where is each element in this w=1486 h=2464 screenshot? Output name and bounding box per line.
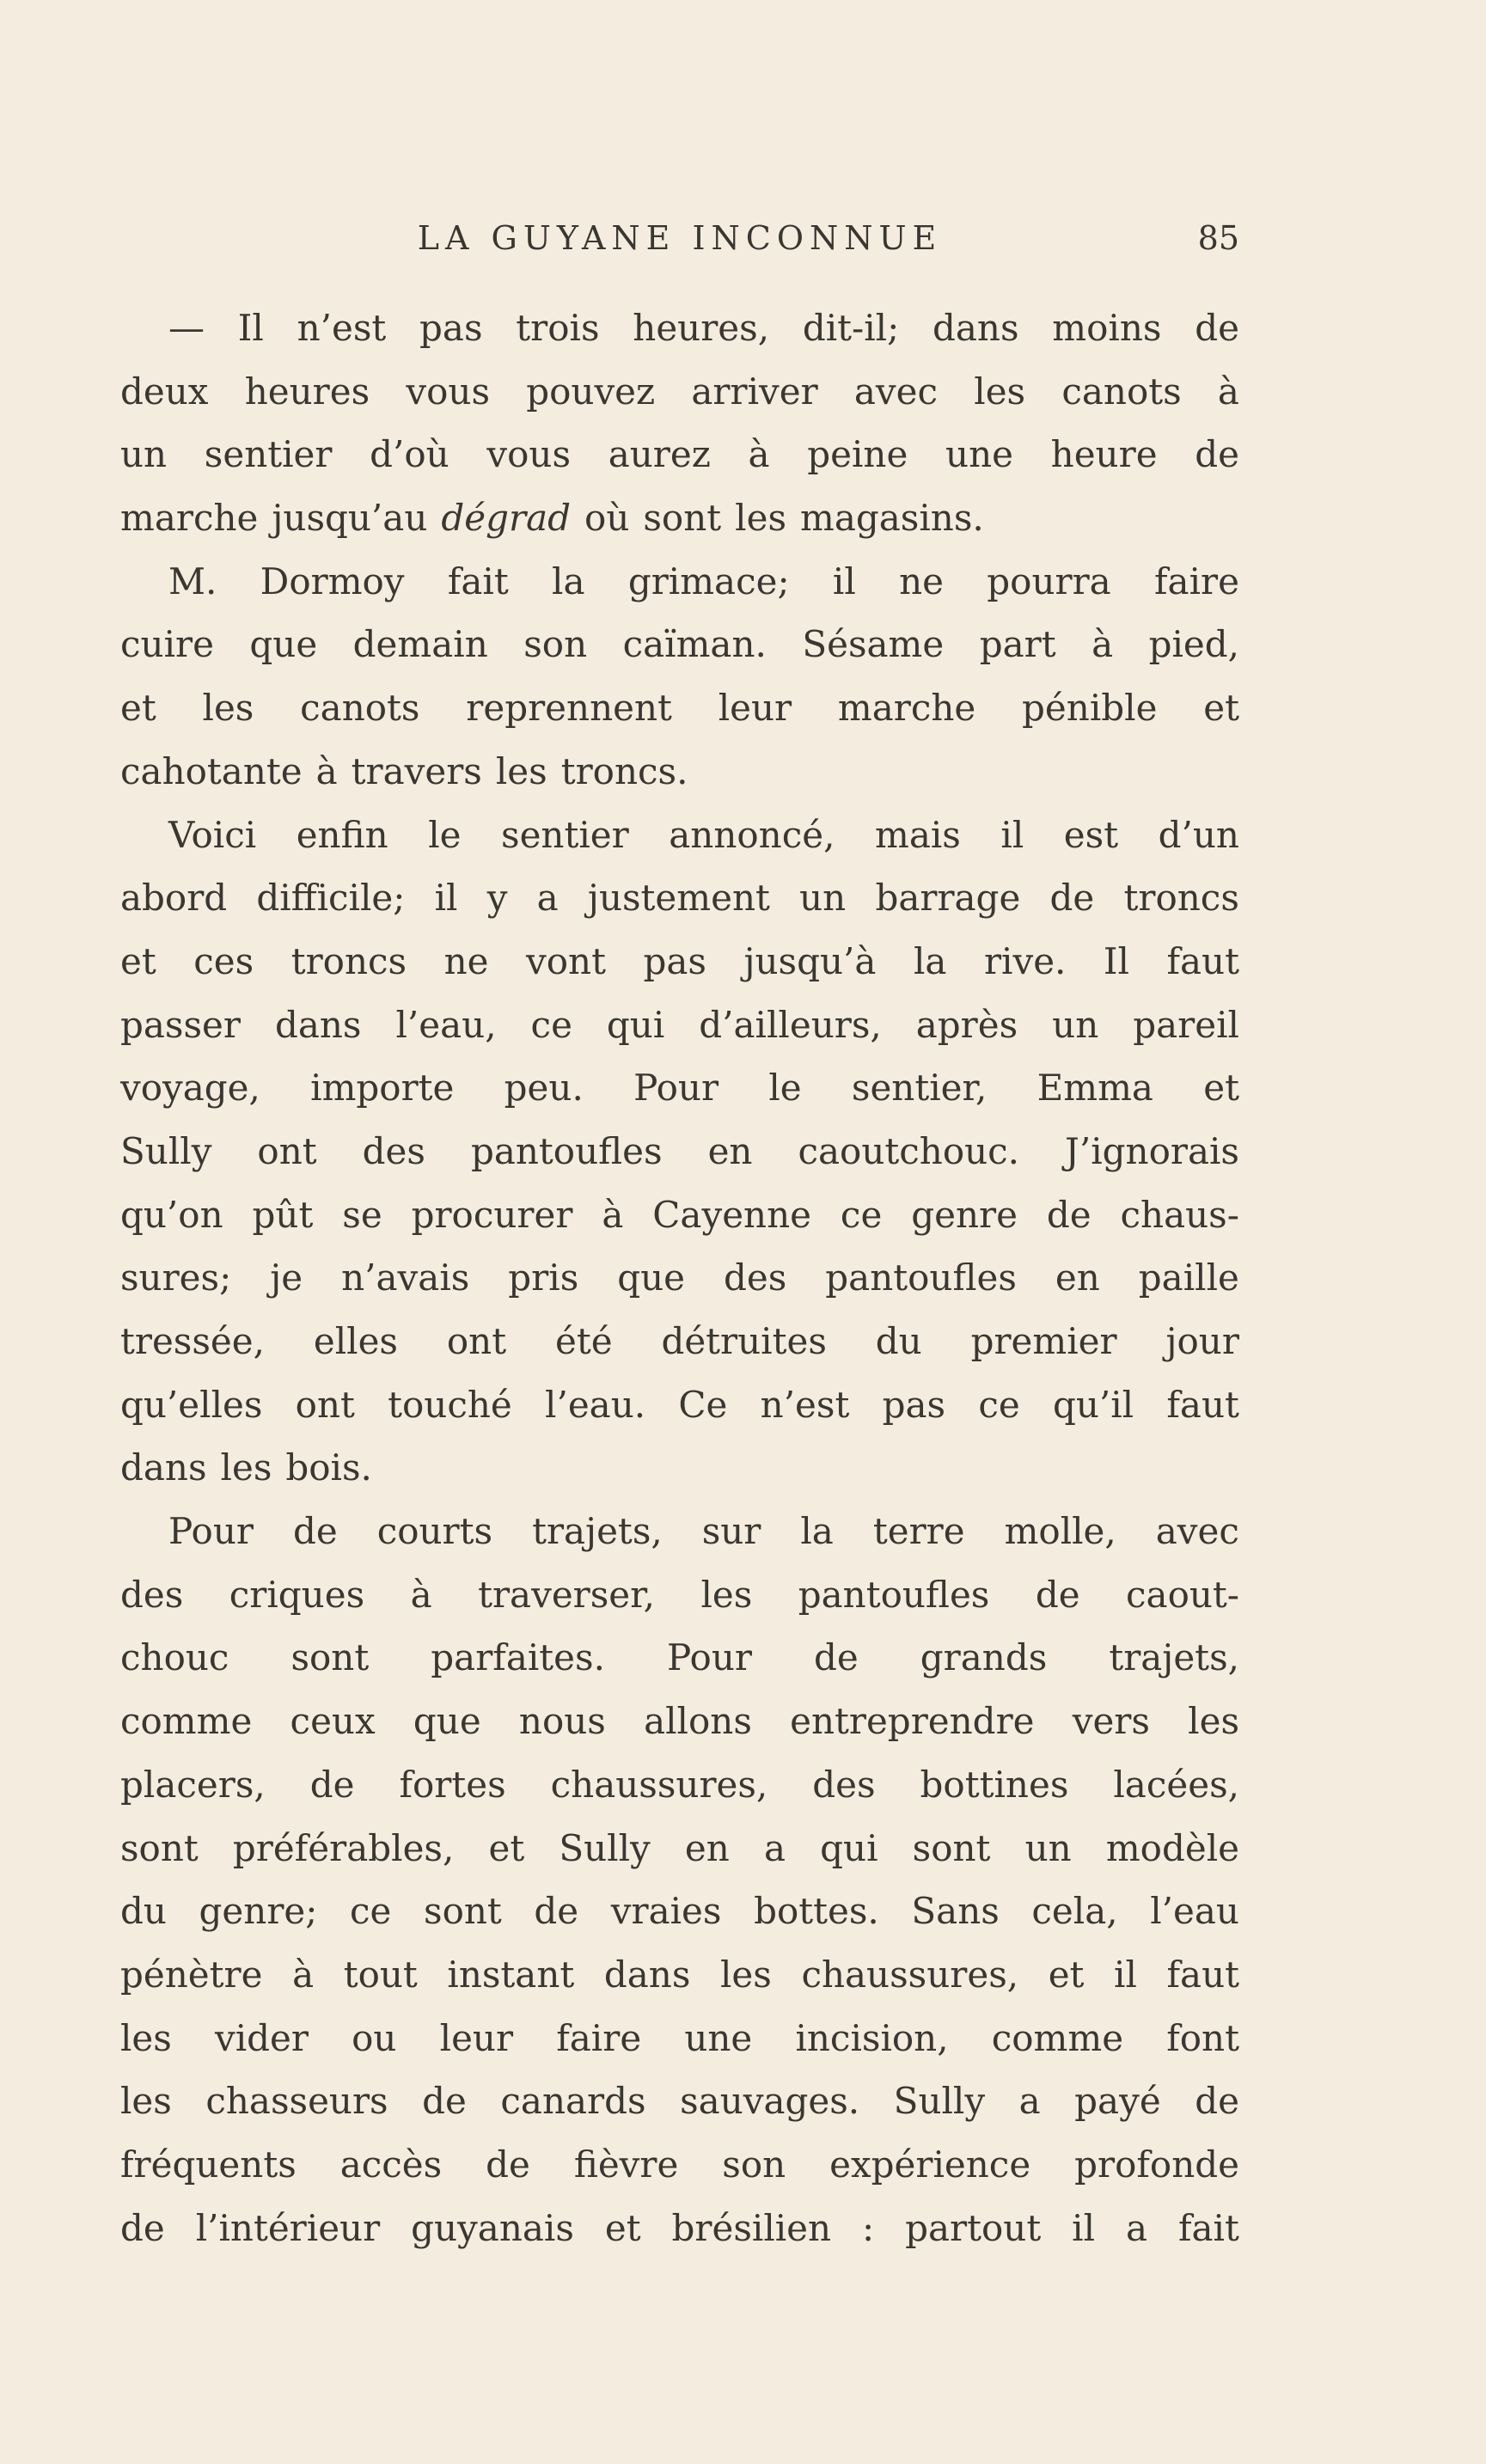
text-line: Voici enfin le sentier annoncé, mais il est d’un bbox=[168, 813, 1239, 856]
text-line: M. Dormoy fait la grimace; il ne pourra faire bbox=[168, 559, 1239, 602]
text-line: les chasseurs de canards sauvages. Sully a payé de bbox=[120, 2080, 1239, 2123]
text-line: qu’on pût se procurer à Cayenne ce genre de chaus- bbox=[120, 1193, 1239, 1236]
text-line: Sully ont des pantoufles en caoutchouc. J’ignorais bbox=[120, 1129, 1239, 1172]
page-header bbox=[120, 217, 1239, 260]
text-line: cuire que demain son caïman. Sésame part à pied, bbox=[120, 623, 1239, 666]
text-line: chouc sont parfaites. Pour de grands trajets, bbox=[120, 1636, 1239, 1679]
text-line: Pour de courts trajets, sur la terre molle, avec bbox=[168, 1510, 1239, 1553]
text-line: placers, de fortes chaussures, des bottines lacées, bbox=[120, 1763, 1239, 1806]
text-line: abord difficile; il y a justement un barrage de troncs bbox=[120, 877, 1239, 920]
text-line: sont préférables, et Sully en a qui sont un modèle bbox=[120, 1826, 1239, 1869]
text-line: du genre; ce sont de vraies bottes. Sans cela, l’eau bbox=[120, 1890, 1239, 1933]
page-number: 85 bbox=[1197, 219, 1239, 257]
text-line: et ces troncs ne vont pas jusqu’à la rive. Il faut bbox=[120, 939, 1239, 982]
text-line: et les canots reprennent leur marche pénible et bbox=[120, 687, 1239, 730]
text-line: marche jusqu’au dégrad où sont les magasins. bbox=[120, 497, 984, 540]
body-text bbox=[120, 297, 1239, 2259]
text-line: deux heures vous pouvez arriver avec les canots à bbox=[120, 370, 1239, 413]
text-line: tressée, elles ont été détruites du premier jour bbox=[120, 1320, 1239, 1362]
text-line: comme ceux que nous allons entreprendre vers les bbox=[120, 1700, 1239, 1743]
text-line: les vider ou leur faire une incision, comme font bbox=[120, 2016, 1239, 2059]
text-line: voyage, importe peu. Pour le sentier, Emma et bbox=[120, 1067, 1239, 1110]
text-line: dans les bois. bbox=[120, 1446, 372, 1489]
text-line: fréquents accès de fièvre son expérience profonde bbox=[120, 2143, 1239, 2186]
running-title: LA GUYANE INCONNUE bbox=[417, 219, 943, 257]
text-line: un sentier d’où vous aurez à peine une heure de bbox=[120, 433, 1239, 476]
text-line: cahotante à travers les troncs. bbox=[120, 749, 688, 792]
text-line: qu’elles ont touché l’eau. Ce n’est pas ce qu’il faut bbox=[120, 1383, 1239, 1426]
text-line: passer dans l’eau, ce qui d’ailleurs, après un pareil bbox=[120, 1003, 1239, 1046]
text-line: — Il n’est pas trois heures, dit-il; dans moins de bbox=[168, 307, 1239, 349]
text-line: des criques à traverser, les pantoufles de caout- bbox=[120, 1573, 1239, 1616]
text-line: sures; je n’avais pris que des pantoufles en paille bbox=[120, 1256, 1239, 1299]
text-line: de l’intérieur guyanais et brésilien : partout il a fait bbox=[120, 2206, 1239, 2249]
text-line: pénètre à tout instant dans les chaussures, et il faut bbox=[120, 1953, 1239, 1996]
